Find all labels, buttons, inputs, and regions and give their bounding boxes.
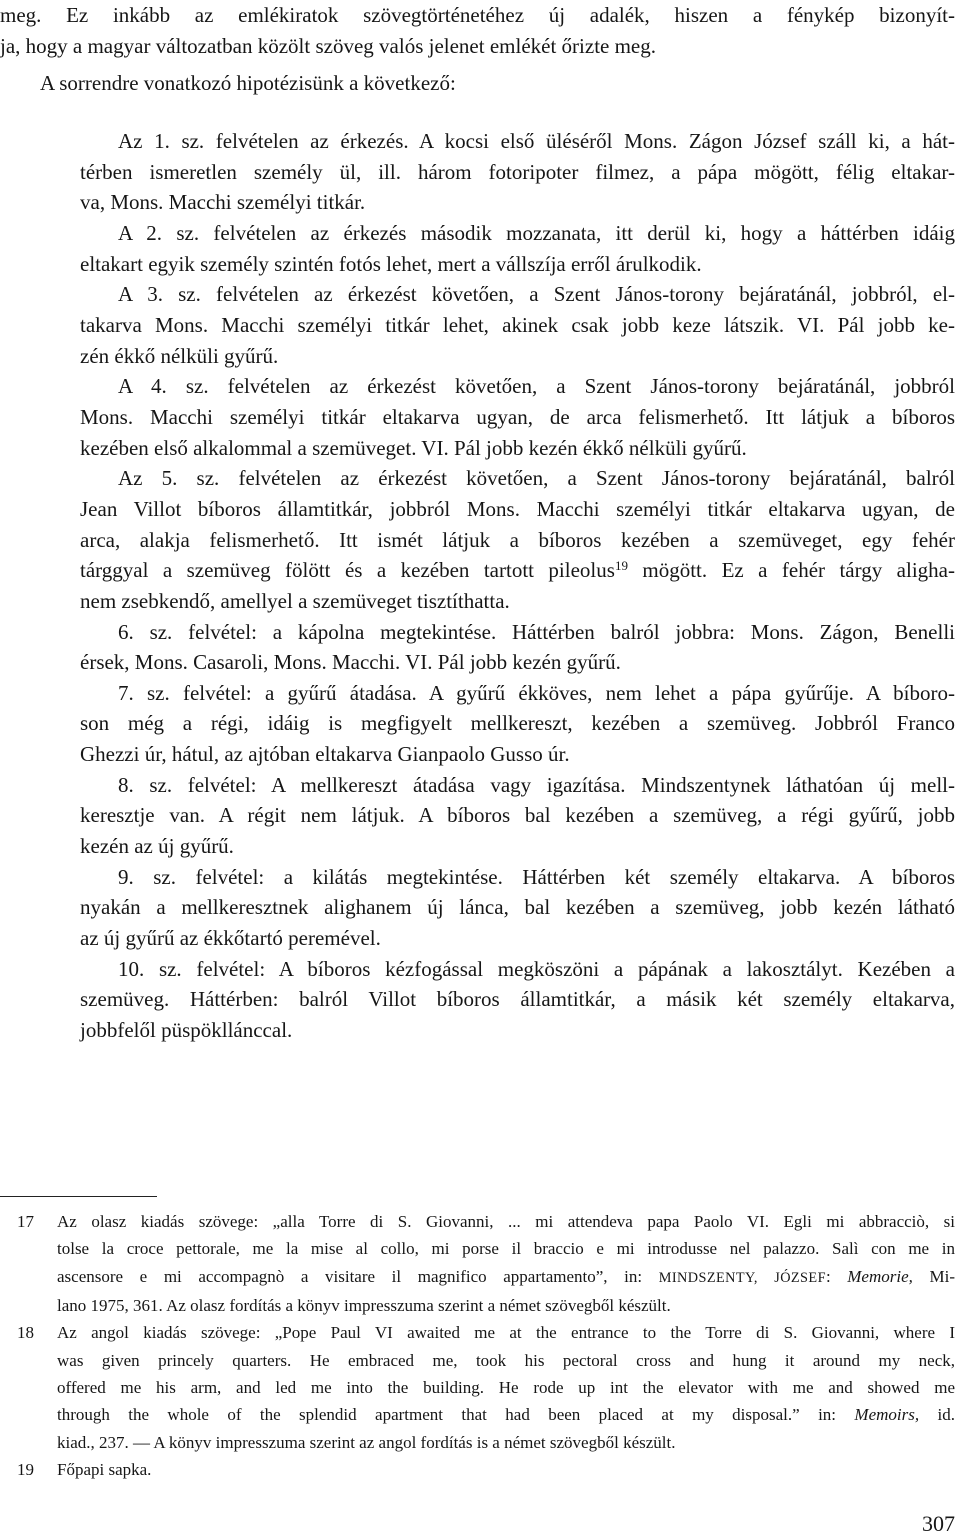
body-line: takarva Mons. Macchi személyi titkár lehet, akinek csak jobb keze látszik. VI. Pál jobb ke-: [80, 312, 955, 337]
body-line: keresztje van. A régit nem látjuk. A bíboros bal kezében a szemüveg, a régi gyűrű, jobb: [80, 803, 955, 828]
body-line: kezében első alkalommal a szemüveget. VI. Pál jobb kezén ékkő nélküli gyűrű.: [80, 435, 747, 460]
footnote-line: [57, 1401, 955, 1428]
footnote-text: through the whole of the splendid apartment that had been placed at my disposal.” in:: [57, 1405, 855, 1425]
footnote-text: ascensore e mi accompagnò a visitare il magnifico appartamento”, in:: [57, 1266, 659, 1286]
photo-description: [80, 371, 955, 463]
footnote-text: :: [825, 1266, 848, 1286]
body-line: arca, alakja felismerhető. Itt ismét látjuk a bíboros kezében a szemüveget, egy fehér: [80, 527, 955, 552]
footnote-line: was given princely quarters. He embraced me, took his pectoral cross and hung it around my neck,: [57, 1350, 955, 1370]
hypothesis-lead: A sorrendre vonatkozó hipotézisünk a következő:: [40, 71, 456, 95]
body-text: tárggyal a szemüveg fölött és a kezében tartott pileolus: [80, 558, 615, 583]
body-line: az új gyűrű az ékkőtartó peremével.: [80, 926, 381, 951]
footnote-line: lano 1975, 361. Az olasz fordítás a könyv impresszuma szerint a német szövegből készült.: [57, 1295, 671, 1315]
body-line: Jean Villot bíboros államtitkár, jobbról Mons. Macchi személyi titkár eltakarva ugyan, de: [80, 496, 955, 521]
body-line: térben ismeretlen személy ül, ill. három fotoripoter filmez, a pápa mögött, félig eltakar-: [80, 159, 955, 184]
body-line: 9. sz. felvétel: a kilátás megtekintése. Háttérben két személy eltakarva. A bíboros: [118, 864, 955, 889]
footnote-line: Az angol kiadás szövege: „Pope Paul VI awaited me at the entrance to the Torre di S. Giovanni, where I: [57, 1323, 955, 1343]
footnotes: [0, 1208, 955, 1483]
footnote-number: 19: [17, 1459, 34, 1479]
photo-description: [80, 770, 955, 862]
body-line: Mons. Macchi személyi titkár eltakarva ugyan, de arca felismerhető. Itt látjuk a bíboros: [80, 404, 955, 429]
footnote-number: 18: [17, 1323, 34, 1343]
body-line: zén ékkő nélküli gyűrű.: [80, 343, 279, 368]
photo-description: [80, 678, 955, 770]
footnote: [0, 1208, 955, 1319]
body-line: kezén az új gyűrű.: [80, 834, 234, 859]
body-line: meg. Ez inkább az emlékiratok szövegtörténetéhez új adalék, hiszen a fénykép bizonyít-: [0, 3, 955, 27]
body-line: 6. sz. felvétel: a kápolna megtekintése. Háttérben balról jobbra: Mons. Zágon, Benelli: [118, 619, 955, 644]
body-line: ja, hogy a magyar változatban közölt szöveg valós jelenet emlékét őrizte meg.: [0, 34, 657, 58]
body-line: nem zsebkendő, amellyel a szemüveget tisztíthatta.: [80, 588, 510, 613]
footnote-text: Mi-: [912, 1266, 955, 1286]
body-line: A 3. sz. felvételen az érkezést követően, a Szent János-torony bejáratánál, jobbról, el-: [118, 282, 955, 307]
body-line: nyakán a mellkeresztnek alighanem új lánca, bal kezében a szemüveg, jobb kezén látható: [80, 895, 955, 920]
body-line: 8. sz. felvétel: A mellkereszt átadása vagy igazítása. Mindszentynek láthatóan új mell-: [118, 772, 955, 797]
body-line: A 2. sz. felvételen az érkezés második mozzanata, itt derül ki, hogy a háttérben idáig: [118, 220, 955, 245]
footnote-text: id.: [919, 1405, 955, 1425]
body-line: son még a régi, idáig is megfigyelt mellkereszt, kezében a szemüveg. Jobbról Franco: [80, 711, 955, 736]
footnote-number: 17: [17, 1212, 34, 1231]
footnote-line: offered me his arm, and led me into the building. He rode up int the elevator with me and showed me: [57, 1377, 955, 1397]
body-line: jobbfelől püspökllánccal.: [80, 1018, 293, 1043]
footnote: [0, 1456, 955, 1483]
body-line: 10. sz. felvétel: A bíboros kézfogással megköszöni a pápának a lakosztályt. Kezében a: [118, 956, 955, 981]
footnote: [0, 1319, 955, 1456]
body-line: 7. sz. felvétel: a gyűrű átadása. A gyűrű ékköves, nem lehet a pápa gyűrűje. A bíboro-: [118, 680, 955, 705]
photo-description: [80, 954, 955, 1046]
body-line: Az 1. sz. felvételen az érkezés. A kocsi első üléséről Mons. Zágon József száll ki, a hát-: [118, 129, 955, 153]
cited-title: Memoirs,: [854, 1405, 920, 1425]
intro-paragraph: [0, 0, 955, 62]
footnote-line: [57, 1263, 955, 1292]
footnote-ref[interactable]: 19: [614, 558, 628, 574]
body-line: A 4. sz. felvételen az érkezést követően, a Szent János-torony bejáratánál, jobbról: [118, 374, 955, 399]
photo-description: [80, 617, 955, 678]
body-line: Ghezzi úr, hátul, az ajtóban eltakarva Gianpaolo Gusso úr.: [80, 742, 570, 767]
footnote-line: Főpapi sapka.: [57, 1459, 152, 1479]
photo-description: [80, 126, 955, 218]
photo-description: [80, 862, 955, 954]
footnote-line: kiad., 237. — A könyv impresszuma szerint az angol fordítás is a német szövegből készült.: [57, 1432, 676, 1452]
photo-description: [80, 218, 955, 279]
body-line: Az 5. sz. felvételen az érkezést követően, a Szent János-torony bejáratánál, balról: [118, 466, 955, 491]
photo-description: [80, 463, 955, 616]
footnote-line: tolse la croce pettorale, me la mise al collo, mi porse il braccio e mi introdusse nel palazzo. Salì con me in: [57, 1239, 955, 1259]
photo-description: [80, 279, 955, 371]
cited-author: MINDSZENTY, JÓZSEF: [658, 1269, 826, 1286]
body-line: va, Mons. Macchi személyi titkár.: [80, 190, 366, 215]
body-line: eltakart egyik személy szintén fotós lehet, mert a vállszíja erről árulkodik.: [80, 251, 702, 276]
body-line: [80, 555, 955, 586]
body-line: érsek, Mons. Casaroli, Mons. Macchi. VI. Pál jobb kezén gyűrű.: [80, 650, 621, 675]
photo-list: [80, 126, 955, 1046]
cited-title: Memorie,: [847, 1266, 913, 1286]
footnote-line: Az olasz kiadás szövege: „alla Torre di S. Giovanni, ... mi attendeva papa Paolo VI. Egli mi abbracciò, si: [57, 1212, 955, 1231]
page-number: 307: [922, 1511, 955, 1536]
body-text: mögött. Ez a fehér tárgy aligha-: [627, 558, 955, 583]
body-line: szemüveg. Háttérben: balról Villot bíboros államtitkár, a másik két személy eltakarva,: [80, 987, 955, 1012]
footnote-separator: [0, 1196, 157, 1197]
